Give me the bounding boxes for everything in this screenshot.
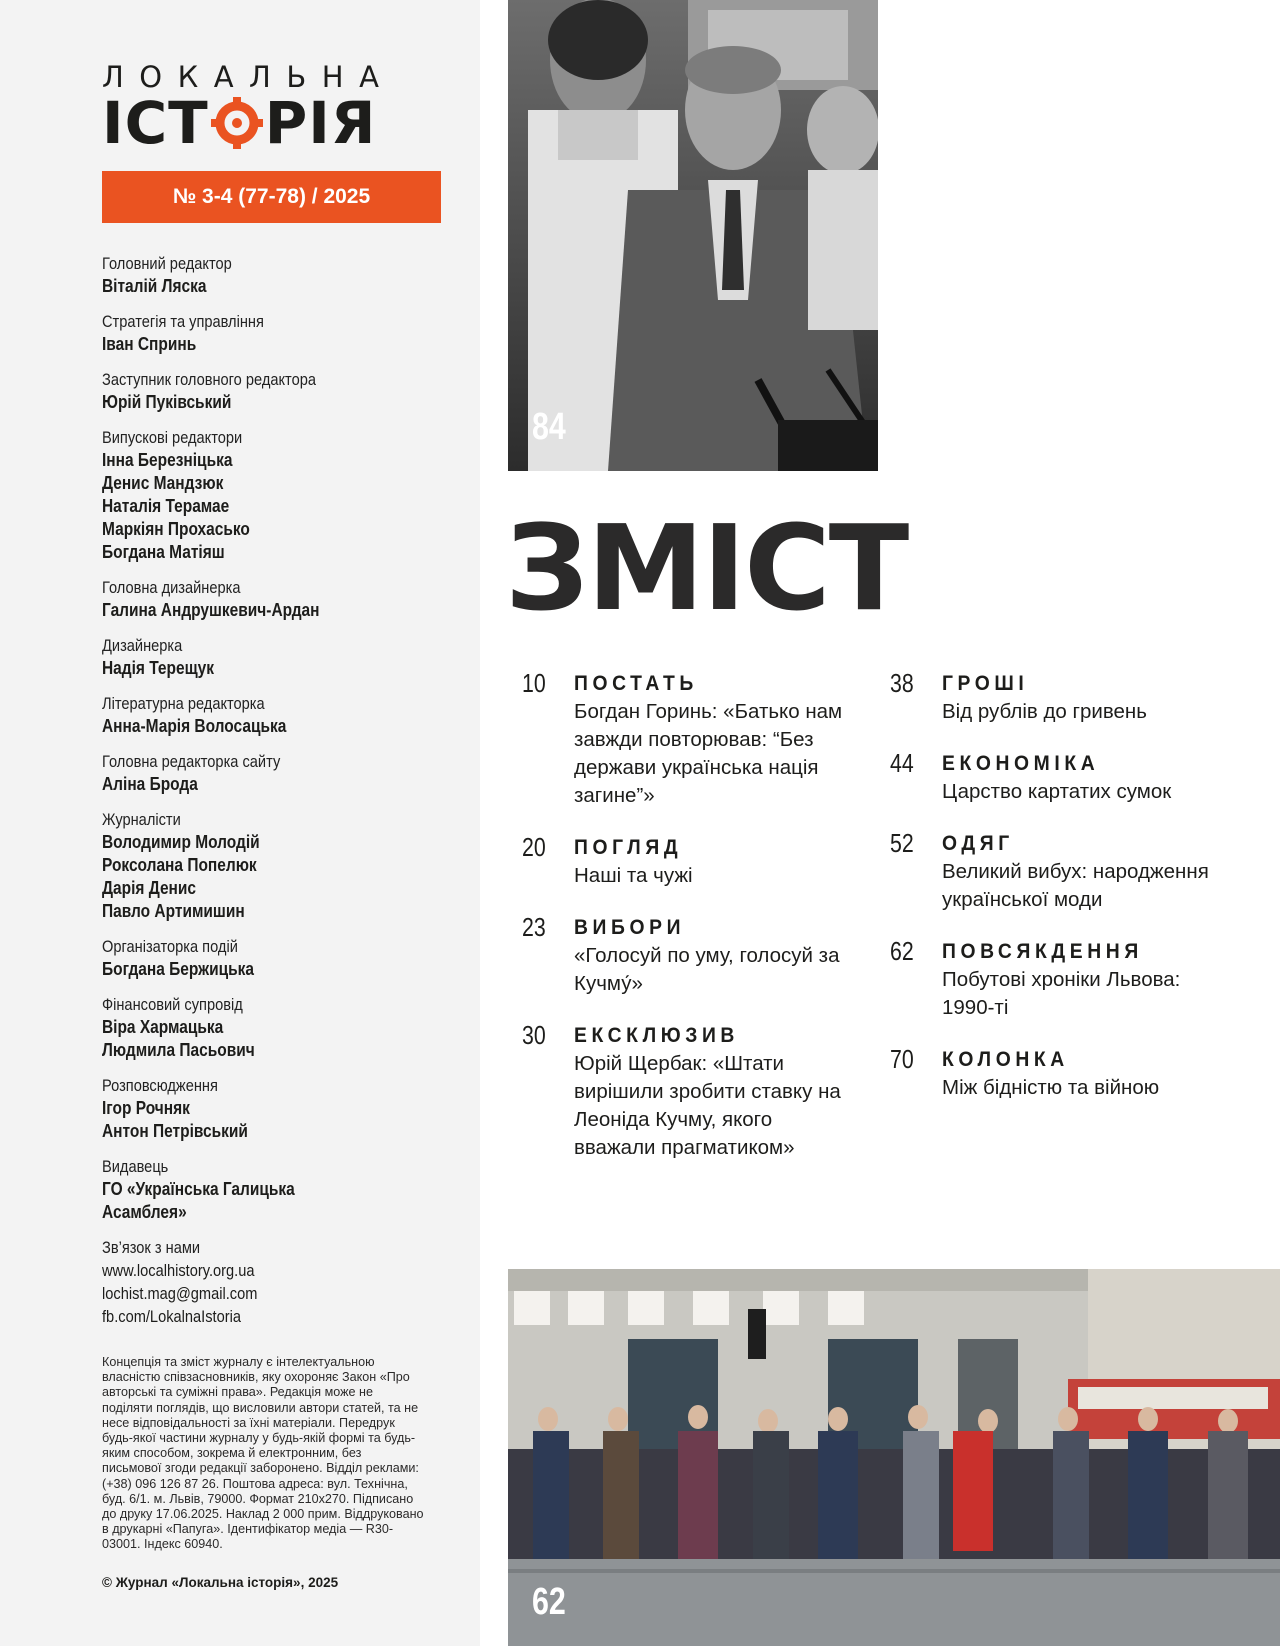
credit-role: Головна редакторка сайту (102, 752, 281, 771)
credit-group (102, 808, 442, 923)
masthead-sidebar (0, 0, 480, 1646)
toc-section-name: ПОГЛЯД (574, 836, 683, 859)
toc-page-number: 52 (890, 828, 914, 858)
toc-page-number: 20 (522, 832, 546, 862)
toc-section-name: ПОСТАТЬ (574, 672, 698, 695)
toc-entry[interactable] (522, 914, 852, 998)
toc-article-title: Великий вибух: народження української моди (942, 860, 1209, 911)
credit-name: Дарія Денис (102, 878, 197, 898)
toc-entry[interactable] (522, 670, 852, 810)
toc-article-title: Богдан Горинь: «Батько нам завжди повторював: “Без держави українська нація загине”» (574, 700, 843, 807)
credit-name: Володимир Молодій (102, 832, 260, 852)
toc-section-name: ПОВСЯКДЕННЯ (942, 940, 1143, 963)
toc-page-number: 30 (522, 1020, 546, 1050)
credit-group (102, 1155, 442, 1224)
logo-bottom-right: РІЯ (264, 89, 377, 157)
toc-article-title: Юрій Щербак: «Штати вирішили зробити ставку на Леоніда Кучму, якого вважали прагматиком» (574, 1052, 841, 1159)
credit-name: Віталій Ляска (102, 276, 207, 296)
photo-page-number: 84 (532, 406, 566, 448)
logo-top-word: ЛОКАЛЬНА (102, 60, 395, 94)
credit-group (102, 935, 442, 981)
toc-article-title: Побутові хроніки Львова: 1990-ті (942, 968, 1181, 1019)
credit-group (102, 368, 442, 414)
credit-group (102, 993, 442, 1062)
credit-name: Анна-Марія Волосацька (102, 716, 287, 736)
credit-name: Антон Петрівський (102, 1121, 248, 1141)
toc-page-number: 10 (522, 668, 546, 698)
credit-group (102, 426, 442, 564)
facebook-link[interactable]: fb.com/LokalnaIstoria (102, 1307, 241, 1326)
credit-role: Видавець (102, 1157, 169, 1176)
toc-entry[interactable] (890, 938, 1220, 1022)
toc-section-name: КОЛОНКА (942, 1048, 1069, 1071)
toc-page-number: 62 (890, 936, 914, 966)
credit-role: Головна дизайнерка (102, 578, 241, 597)
contents-heading: ЗМІСТ (505, 499, 908, 637)
toc-page-number: 70 (890, 1044, 914, 1074)
toc-section-name: ЕКОНОМІКА (942, 752, 1100, 775)
logo-bottom-left: ІСТ (102, 89, 209, 157)
toc-entry[interactable] (890, 830, 1220, 914)
toc-section-name: ГРОШІ (942, 672, 1029, 695)
bottom-photo-street-queue (508, 1269, 1280, 1646)
credit-role: Журналісти (102, 810, 181, 829)
toc-entry[interactable] (890, 670, 1220, 726)
credit-role: Організаторка подій (102, 937, 238, 956)
credit-name: Богдана Матіяш (102, 542, 225, 562)
toc-column-left (522, 670, 852, 1186)
credit-name: Юрій Пуківський (102, 392, 232, 412)
logo-target-icon (211, 97, 263, 149)
credit-role: Літературна редакторка (102, 694, 265, 713)
website-link[interactable]: www.localhistory.org.ua (102, 1261, 255, 1280)
credit-name: Віра Хармацька (102, 1017, 224, 1037)
toc-column-right (890, 670, 1220, 1126)
toc-article-title: Наші та чужі (574, 864, 693, 887)
credit-group (102, 1074, 442, 1143)
issue-number-badge: № 3-4 (77-78) / 2025 (102, 171, 441, 223)
credit-name: Інна Березніцька (102, 450, 233, 470)
credit-name: Аліна Брода (102, 774, 198, 794)
toc-article-title: Від рублів до гривень (942, 700, 1147, 723)
toc-article-title: Царство картатих сумок (942, 780, 1172, 803)
credit-name: Павло Артимишин (102, 901, 245, 921)
email-link[interactable]: lochist.mag@gmail.com (102, 1284, 258, 1303)
credit-name: Наталія Терамае (102, 496, 230, 516)
credit-name: Асамблея» (102, 1202, 187, 1222)
credit-role: Головний редактор (102, 254, 232, 273)
credit-role: Випускові редактори (102, 428, 243, 447)
credit-name: Надія Терещук (102, 658, 215, 678)
top-photo-press-conference (508, 0, 878, 471)
toc-section-name: ВИБОРИ (574, 916, 686, 939)
credit-name: Денис Мандзюк (102, 473, 224, 493)
credit-group (102, 692, 442, 738)
credit-group (102, 634, 442, 680)
toc-page-number: 44 (890, 748, 914, 778)
contact-group (102, 1236, 442, 1328)
toc-entry[interactable] (890, 750, 1220, 806)
credit-role: Розповсюдження (102, 1076, 218, 1095)
credit-role: Дизайнерка (102, 636, 183, 655)
credit-name: Маркіян Прохасько (102, 519, 250, 539)
press-conference-illustration (508, 0, 878, 471)
credit-role: Заступник головного редактора (102, 370, 316, 389)
magazine-logo (102, 60, 442, 157)
toc-article-title: Між бідністю та війною (942, 1076, 1160, 1099)
credit-name: Іван Спринь (102, 334, 197, 354)
legal-notice: Концепція та зміст журналу є інтелектуальною власністю співзасновників, яку охороняє Закон «Про авторські та суміжні права». Редакція може не поділяти поглядів, що висловили автори статей, та не несе відповідальності за їхні матеріали. Передрук будь-якої частини журналу у будь-якій формі та будь-яким способом, зокрема й електронним, без письмової згоди редакції заборонено. Відділ реклами: (+38) 096 126 87 26. Поштова адреса: вул. Технічна, буд. 6/1. м. Львів, 79000. Формат 210х270. Підписано до друку 17.06.2025. Наклад 2 000 прим. Віддруковано в друкарні «Папуга». Ідентифікатор медіа — R30-03001. Індекс 60940. (102, 1355, 424, 1552)
credit-role: Стратегія та управління (102, 312, 264, 331)
credit-group (102, 576, 442, 622)
credit-name: Людмила Пасьович (102, 1040, 255, 1060)
toc-entry[interactable] (522, 1022, 852, 1162)
copyright-line: © Журнал «Локальна історія», 2025 (102, 1575, 339, 1590)
credit-group (102, 252, 442, 298)
toc-section-name: ЕКСКЛЮЗИВ (574, 1024, 739, 1047)
logo-bottom-word (102, 89, 442, 157)
toc-page-number: 38 (890, 668, 914, 698)
credit-name: Роксолана Попелюк (102, 855, 257, 875)
credit-group (102, 310, 442, 356)
credit-name: ГО «Українська Галицька (102, 1179, 295, 1199)
photo-page-number: 62 (532, 1581, 566, 1623)
contact-heading: Зв’язок з нами (102, 1238, 201, 1257)
credits-list (102, 252, 442, 1340)
credit-name: Галина Андрушкевич-Ардан (102, 600, 320, 620)
toc-article-title: «Голосуй по уму, голосуй за Кучму́» (574, 944, 840, 995)
credit-name: Богдана Бержицька (102, 959, 255, 979)
toc-section-name: ОДЯГ (942, 832, 1014, 855)
credit-group (102, 750, 442, 796)
toc-entry[interactable] (890, 1046, 1220, 1102)
toc-page-number: 23 (522, 912, 546, 942)
street-queue-illustration (508, 1269, 1280, 1646)
toc-entry[interactable] (522, 834, 852, 890)
credit-role: Фінансовий супровід (102, 995, 243, 1014)
credit-name: Ігор Рочняк (102, 1098, 190, 1118)
